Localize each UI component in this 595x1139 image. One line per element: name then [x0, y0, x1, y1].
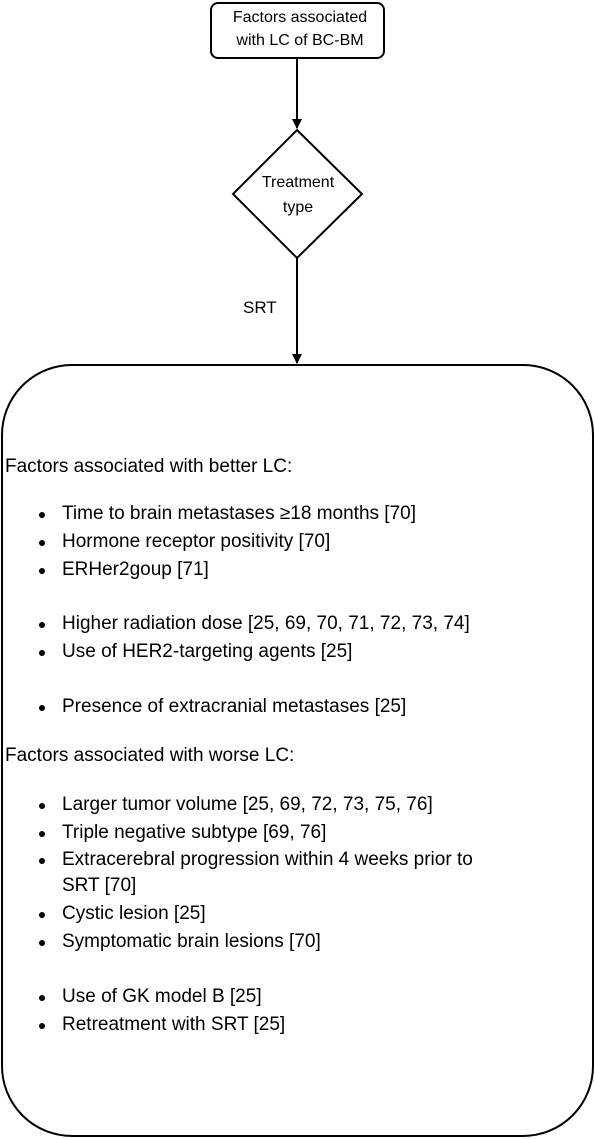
list-item: ERHer2goup [71] — [62, 558, 209, 582]
list-item: Triple negative subtype [69, 76] — [62, 821, 326, 845]
list-item: Higher radiation dose [25, 69, 70, 71, 72, 73, 74] — [62, 612, 470, 636]
decision-label-line1: Treatment — [261, 174, 335, 191]
bullet-icon — [39, 940, 45, 946]
decision-label-line2: type — [282, 199, 314, 216]
list-item: Use of HER2-targeting agents [25] — [62, 640, 352, 664]
edge-label-srt: SRT — [243, 298, 277, 317]
bullet-icon — [39, 512, 45, 518]
bullet-icon — [39, 858, 45, 864]
list-item: Extracerebral progression within 4 weeks prior to — [62, 848, 473, 872]
list-item: Larger tumor volume [25, 69, 72, 73, 75, 76] — [62, 793, 433, 817]
bullet-icon — [39, 831, 45, 837]
list-item: Hormone receptor positivity [70] — [62, 530, 330, 554]
bullet-icon — [39, 995, 45, 1001]
list-item: Symptomatic brain lesions [70] — [62, 930, 321, 954]
bullet-icon — [39, 912, 45, 918]
list-item: Use of GK model B [25] — [62, 985, 262, 1009]
worse-lc-heading: Factors associated with worse LC: — [5, 745, 295, 766]
bullet-icon — [39, 1023, 45, 1029]
bullet-icon — [39, 568, 45, 574]
list-item: Retreatment with SRT [25] — [62, 1013, 285, 1037]
bullet-icon — [39, 650, 45, 656]
list-item: Presence of extracranial metastases [25] — [62, 695, 406, 719]
bullet-icon — [39, 622, 45, 628]
decision-diamond — [233, 130, 362, 258]
bullet-icon — [39, 705, 45, 711]
bullet-icon — [39, 540, 45, 546]
top-box-title-line2: with LC of BC-BM — [236, 32, 364, 49]
top-box-title-line1: Factors associated — [232, 9, 368, 26]
bullet-icon — [39, 803, 45, 809]
list-item-continuation: SRT [70] — [62, 875, 137, 896]
better-lc-heading: Factors associated with better LC: — [5, 456, 293, 477]
list-item: Time to brain metastases ≥18 months [70] — [62, 502, 416, 526]
list-item: Cystic lesion [25] — [62, 902, 206, 926]
